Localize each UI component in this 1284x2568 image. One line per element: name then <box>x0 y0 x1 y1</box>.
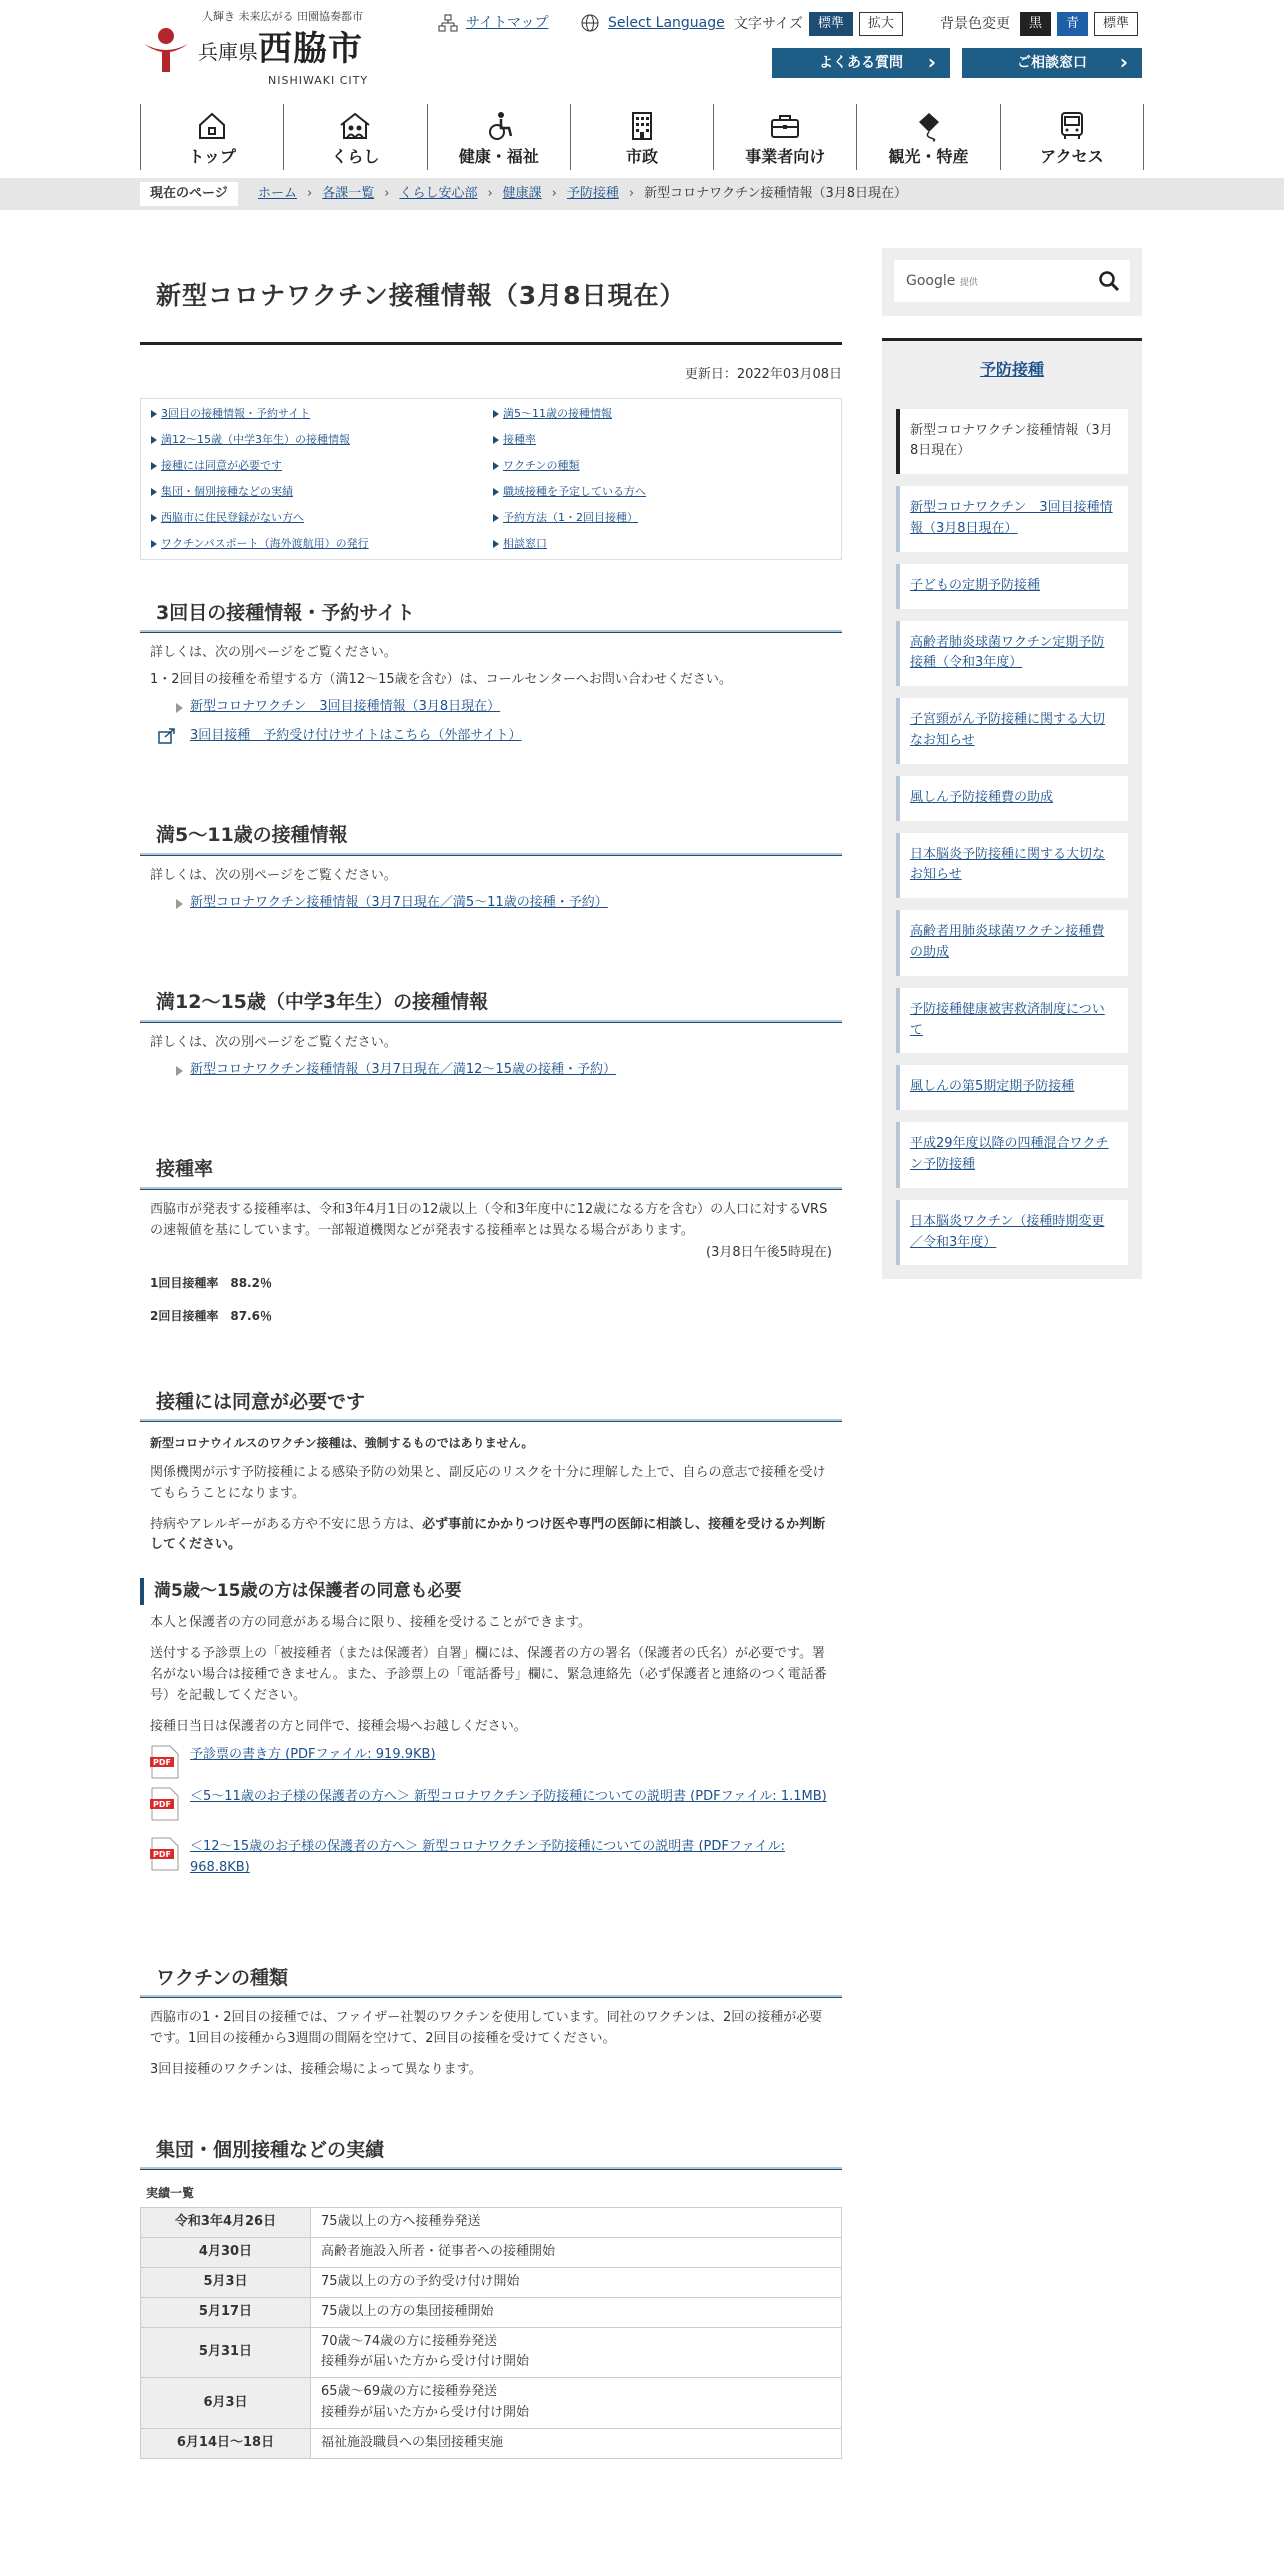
table-of-contents <box>140 398 842 560</box>
city-name-en: NISHIWAKI CITY <box>268 74 369 87</box>
table-row <box>141 2267 842 2297</box>
results-table-body <box>141 2208 842 2458</box>
google-sub-label: 提供 <box>959 278 978 288</box>
section-third-dose <box>140 594 842 747</box>
as-of-note: (3月8日午後5時現在) <box>706 1245 832 1261</box>
side-nav-item[interactable] <box>896 698 1128 764</box>
toc-link[interactable]: 接種率 <box>491 431 833 449</box>
table-event-cell: 高齢者施設入所者・従事者への接種開始 <box>311 2238 842 2268</box>
side-nav-item[interactable] <box>896 621 1128 687</box>
table-event-cell: 75歳以上の方の集団接種開始 <box>311 2297 842 2327</box>
faq-button[interactable]: よくある質問 › <box>772 48 950 78</box>
breadcrumb-separator-icon: › <box>551 186 557 201</box>
gnav-item-top[interactable] <box>140 104 283 170</box>
site-logo[interactable] <box>140 8 390 88</box>
breadcrumb <box>0 178 1284 210</box>
bus-icon <box>1056 110 1088 142</box>
breadcrumb-separator-icon: › <box>307 186 313 201</box>
breadcrumb-departments[interactable]: 各課一覧 <box>322 186 375 201</box>
sitemap-link[interactable] <box>438 12 548 34</box>
table-row <box>141 2238 842 2268</box>
side-nav-label[interactable]: 平成29年度以降の四種混合ワクチン予防接種 <box>910 1136 1109 1172</box>
side-nav-label[interactable]: 子宮頸がん予防接種に関する大切なお知らせ <box>910 712 1106 748</box>
paragraph: 本人と保護者の方の同意がある場合に限り、接種を受けることができます。 <box>150 1615 591 1631</box>
toc-link[interactable]: 集団・個別接種などの実績 <box>149 483 491 501</box>
table-row <box>141 2297 842 2327</box>
gnav-label: 観光・特産 <box>888 147 969 166</box>
bg-blue-button[interactable]: 青 <box>1057 12 1088 36</box>
global-nav <box>140 104 1144 170</box>
sidebar <box>882 248 1142 1279</box>
building-icon <box>626 110 658 142</box>
table-date-cell: 令和3年4月26日 <box>141 2208 311 2238</box>
section-vaccination-rate <box>140 1150 842 1326</box>
globe-icon <box>580 14 600 32</box>
table-row <box>141 2327 842 2378</box>
google-search-brand <box>906 270 978 292</box>
side-nav <box>882 338 1142 1279</box>
city-name: 西脇市 <box>258 29 363 69</box>
sitemap-icon <box>438 14 458 32</box>
font-size-large-button[interactable]: 拡大 <box>859 12 903 36</box>
toc-link[interactable]: ワクチンパスポート（海外渡航用）の発行 <box>149 535 491 553</box>
gnav-item-life[interactable] <box>283 104 426 170</box>
link-label[interactable]: ＜5～11歳のお子様の保護者の方へ＞ 新型コロナワクチン予防接種についての説明書 (PDFファイル: 1.1MB) <box>190 1789 827 1805</box>
link-label[interactable]: 予診票の書き方 (PDFファイル: 919.9KB) <box>190 1747 436 1763</box>
side-nav-item[interactable] <box>896 910 1128 976</box>
breadcrumb-vaccination[interactable]: 予防接種 <box>566 186 619 201</box>
page-title: 新型コロナワクチン接種情報（3月8日現在） <box>140 248 842 345</box>
link-label[interactable]: 3回目接種 予約受け付けサイトはこちら（外部サイト） <box>190 727 522 743</box>
section-vaccine-type <box>140 1959 842 2081</box>
breadcrumb-health-section[interactable]: 健康課 <box>502 186 542 201</box>
table-event-cell: 福祉施設職員への集団接種実施 <box>311 2428 842 2458</box>
side-nav-item-current <box>896 409 1128 475</box>
paragraph-text: 持病やアレルギーがある方や不安に思う方は、 <box>150 1516 423 1532</box>
section-heading: 満12～15歳（中学3年生）の接種情報 <box>140 983 842 1022</box>
section-age5-11 <box>140 816 842 913</box>
side-nav-label: 新型コロナワクチン接種情報（3月8日現在） <box>910 422 1113 459</box>
breadcrumb-separator-icon: › <box>487 186 493 201</box>
breadcrumb-here-label: 現在のページ <box>140 182 238 206</box>
breadcrumb-safety-dept[interactable]: くらし安心部 <box>399 186 478 201</box>
svg-text:PDF: PDF <box>153 1800 171 1810</box>
toc-link[interactable]: 西脇市に住民登録がない方へ <box>149 509 491 527</box>
side-nav-label[interactable]: 日本脳炎予防接種に関する大切なお知らせ <box>910 846 1106 883</box>
section-consent <box>140 1383 842 1880</box>
side-nav-label[interactable]: 日本脳炎ワクチン（接種時期変更／令和3年度） <box>910 1213 1105 1250</box>
breadcrumb-separator-icon: › <box>628 186 635 201</box>
table-event-cell: 75歳以上の方の予約受け付け開始 <box>311 2267 842 2297</box>
gnav-label: 事業者向け <box>745 147 826 166</box>
external-link-icon <box>158 728 176 744</box>
paragraph: 1・2回目の接種を希望する方（満12～15歳を含む）は、コールセンターへお問い合わせください。 <box>150 671 732 687</box>
second-dose-rate: 2回目接種率 87.6％ <box>150 1309 272 1324</box>
house-icon <box>196 110 228 142</box>
gnav-label: アクセス <box>1040 147 1104 166</box>
table-date-cell: 5月17日 <box>141 2297 311 2327</box>
wheelchair-icon <box>483 110 515 142</box>
side-nav-label[interactable]: 風しん予防接種費の助成 <box>910 789 1054 805</box>
breadcrumb-home[interactable]: ホーム <box>258 186 298 201</box>
side-nav-item[interactable] <box>896 1122 1128 1188</box>
link-label[interactable]: 新型コロナワクチン接種情報（3月7日現在／満12～15歳の接種・予約） <box>190 1061 616 1077</box>
side-nav-item[interactable] <box>896 776 1128 821</box>
paragraph: 関係機関が示す予防接種による感染予防の効果と、副反応のリスクを十分に理解した上で、自らの意志で接種を受けてもらうことになります。 <box>150 1465 826 1501</box>
pdf-icon <box>150 1787 180 1821</box>
side-nav-label[interactable]: 高齢者肺炎球菌ワクチン定期予防接種（令和3年度） <box>910 634 1105 671</box>
side-nav-label[interactable]: 新型コロナワクチン 3回目接種情報（3月8日現在） <box>910 500 1113 536</box>
prefecture-name: 兵庫県 <box>198 40 258 64</box>
bg-color-control <box>940 12 1138 36</box>
table-caption: 実績一覧 <box>146 2186 195 2201</box>
paragraph: 送付する予診票上の「被接種者（または保護者）自署」欄には、保護者の方の署名（保護者の氏名）が必要です。署名がない場合は接種できません。また、予診票上の「電話番号」欄に、緊急連絡先（必ず保護者と連絡のつく電話番号）を記載してください。 <box>150 1646 827 1703</box>
language-select[interactable] <box>580 12 725 34</box>
paragraph: 西脇市が発表する接種率は、令和3年4月1日の12歳以上（令和3年度中に12歳になる方を含む）の人口に対するVRSの速報値を基にしています。一部報道機関などが発表する接種率とは異なる場合があります。 <box>150 1201 828 1238</box>
paragraph: 詳しくは、次の別ページをご覧ください。 <box>150 1034 397 1050</box>
svg-text:PDF: PDF <box>153 1758 171 1768</box>
side-nav-item[interactable] <box>896 486 1128 552</box>
paragraph-emphasis: 必ず事前にかかりつけ医や専門の医師に相談し、接種を受けるか判断してください。 <box>150 1516 826 1553</box>
bg-color-label: 背景色変更 <box>940 15 1010 32</box>
toc-link[interactable]: ワクチンの種類 <box>491 457 833 475</box>
link-label[interactable]: 新型コロナワクチン接種情報（3月7日現在／満5～11歳の接種・予約） <box>190 894 608 910</box>
section-heading: 3回目の接種情報・予約サイト <box>140 594 842 633</box>
gnav-item-business[interactable] <box>713 104 856 170</box>
toc-link[interactable]: 満12～15歳（中学3年生）の接種情報 <box>149 431 491 449</box>
external-link[interactable] <box>158 726 842 747</box>
pdf-icon <box>150 1837 180 1871</box>
updated-date: 更新日：2022年03月08日 <box>684 367 842 382</box>
side-nav-title[interactable] <box>896 353 1128 397</box>
font-size-label: 文字サイズ <box>734 15 803 32</box>
section-heading: 接種率 <box>140 1150 842 1189</box>
breadcrumb-current: 新型コロナワクチン接種情報（3月8日現在） <box>644 186 907 201</box>
gnav-label: 健康・福祉 <box>458 147 539 166</box>
table-row <box>141 2208 842 2238</box>
section-heading: 満5～11歳の接種情報 <box>140 816 842 855</box>
toc-link[interactable]: 相談窓口 <box>491 535 833 553</box>
sitemap-label[interactable]: サイトマップ <box>466 15 549 31</box>
consult-button[interactable]: ご相談窓口 › <box>962 48 1142 78</box>
briefcase-icon <box>769 110 801 142</box>
side-nav-item[interactable] <box>896 1065 1128 1110</box>
side-nav-item[interactable] <box>896 564 1128 609</box>
font-size-standard-button[interactable]: 標準 <box>809 12 853 36</box>
page-link[interactable] <box>176 893 842 914</box>
google-label: Google <box>906 273 956 289</box>
section-heading: 集団・個別接種などの実績 <box>140 2131 842 2170</box>
table-date-cell: 6月3日 <box>141 2378 311 2429</box>
gnav-label: くらし <box>331 147 380 166</box>
side-nav-label[interactable]: 風しんの第5期定期予防接種 <box>910 1079 1075 1095</box>
toc-link[interactable]: 接種には同意が必要です <box>149 457 491 475</box>
paragraph: 3回目接種のワクチンは、接種会場によって異なります。 <box>150 2062 482 2078</box>
page-link[interactable] <box>176 1060 842 1081</box>
side-nav-item[interactable] <box>896 833 1128 899</box>
link-label[interactable]: ＜12～15歳のお子様の保護者の方へ＞ 新型コロナワクチン予防接種についての説明書 (PDFファイル: 968.8KB) <box>190 1839 785 1876</box>
side-nav-label[interactable]: 予防接種健康被害救済制度について <box>910 1001 1105 1038</box>
gnav-item-health[interactable] <box>427 104 570 170</box>
table-row <box>141 2428 842 2458</box>
side-nav-label[interactable]: 高齢者用肺炎球菌ワクチン接種費の助成 <box>910 924 1105 960</box>
svg-text:PDF: PDF <box>153 1850 171 1860</box>
home-people-icon <box>338 110 372 142</box>
table-date-cell: 4月30日 <box>141 2238 311 2268</box>
link-label[interactable]: 新型コロナワクチン 3回目接種情報（3月8日現在） <box>190 698 501 714</box>
paragraph: 詳しくは、次の別ページをご覧ください。 <box>150 867 397 883</box>
table-event-cell: 65歳～69歳の方に接種券発送 接種券が届いた方から受け付け開始 <box>311 2378 842 2429</box>
breadcrumb-trail <box>258 182 907 206</box>
gnav-label: トップ <box>188 147 236 166</box>
toc-link[interactable]: 3回目の接種情報・予約サイト <box>149 405 491 423</box>
gnav-item-access[interactable] <box>1000 104 1144 170</box>
toc-link[interactable]: 予約方法（1・2回目接種） <box>491 509 833 527</box>
paragraph: 詳しくは、次の別ページをご覧ください。 <box>150 645 397 661</box>
pdf-icon <box>150 1745 180 1779</box>
gnav-item-city[interactable] <box>570 104 713 170</box>
side-nav-item[interactable] <box>896 1200 1128 1266</box>
table-event-cell: 75歳以上の方へ接種券発送 <box>311 2208 842 2238</box>
kite-icon <box>913 110 945 142</box>
side-nav-item[interactable] <box>896 988 1128 1054</box>
pdf-link[interactable] <box>150 1837 842 1879</box>
language-label[interactable]: Select Language <box>608 15 725 31</box>
side-nav-title-link[interactable]: 予防接種 <box>979 360 1044 379</box>
breadcrumb-separator-icon: › <box>384 186 390 201</box>
section-age12-15 <box>140 983 842 1080</box>
section-results <box>140 2131 842 2459</box>
paragraph: 接種日当日は保護者の方と同伴で、接種会場へお越しください。 <box>150 1718 527 1734</box>
pdf-link[interactable] <box>150 1787 842 1823</box>
first-dose-rate: 1回目接種率 88.2％ <box>150 1276 272 1291</box>
section-heading: ワクチンの種類 <box>140 1959 842 1998</box>
results-table <box>140 2207 842 2458</box>
search-input[interactable] <box>894 260 1130 302</box>
gnav-label: 市政 <box>625 147 658 166</box>
table-event-cell: 70歳～74歳の方に接種券発送 接種券が届いた方から受け付け開始 <box>311 2327 842 2378</box>
paragraph: 西脇市の1・2回目の接種では、ファイザー社製のワクチンを使用しています。同社のワクチンは、2回の接種が必要です。1回目の接種から3週間の間隔を空けて、2回目の接種を受けてください。 <box>150 2010 823 2047</box>
search-icon[interactable] <box>1098 270 1120 292</box>
toc-link[interactable]: 職域接種を予定している方へ <box>491 483 833 501</box>
google-search <box>882 248 1142 316</box>
main-content <box>140 248 842 2459</box>
paragraph <box>140 1515 842 1557</box>
pdf-link[interactable] <box>150 1745 842 1781</box>
site-header <box>0 0 1284 176</box>
table-date-cell: 6月14日～18日 <box>141 2428 311 2458</box>
subsection-heading: 満5歳～15歳の方は保護者の同意も必要 <box>140 1578 842 1605</box>
font-size-control <box>734 12 903 36</box>
city-emblem-icon <box>140 22 192 74</box>
bg-black-button[interactable]: 黒 <box>1020 12 1051 36</box>
page-link[interactable] <box>176 697 842 718</box>
side-nav-label[interactable]: 子どもの定期予防接種 <box>910 577 1041 593</box>
gnav-item-tourism[interactable] <box>856 104 999 170</box>
tagline: 人輝き 未来広がる 田園協奏都市 <box>202 10 363 23</box>
bg-standard-button[interactable]: 標準 <box>1094 12 1138 36</box>
section-heading: 接種には同意が必要です <box>140 1383 842 1422</box>
consent-notice: 新型コロナウイルスのワクチン接種は、強制するものではありません。 <box>150 1435 534 1450</box>
table-date-cell: 5月3日 <box>141 2267 311 2297</box>
toc-link[interactable]: 満5～11歳の接種情報 <box>491 405 833 423</box>
table-row <box>141 2378 842 2429</box>
table-date-cell: 5月31日 <box>141 2327 311 2378</box>
